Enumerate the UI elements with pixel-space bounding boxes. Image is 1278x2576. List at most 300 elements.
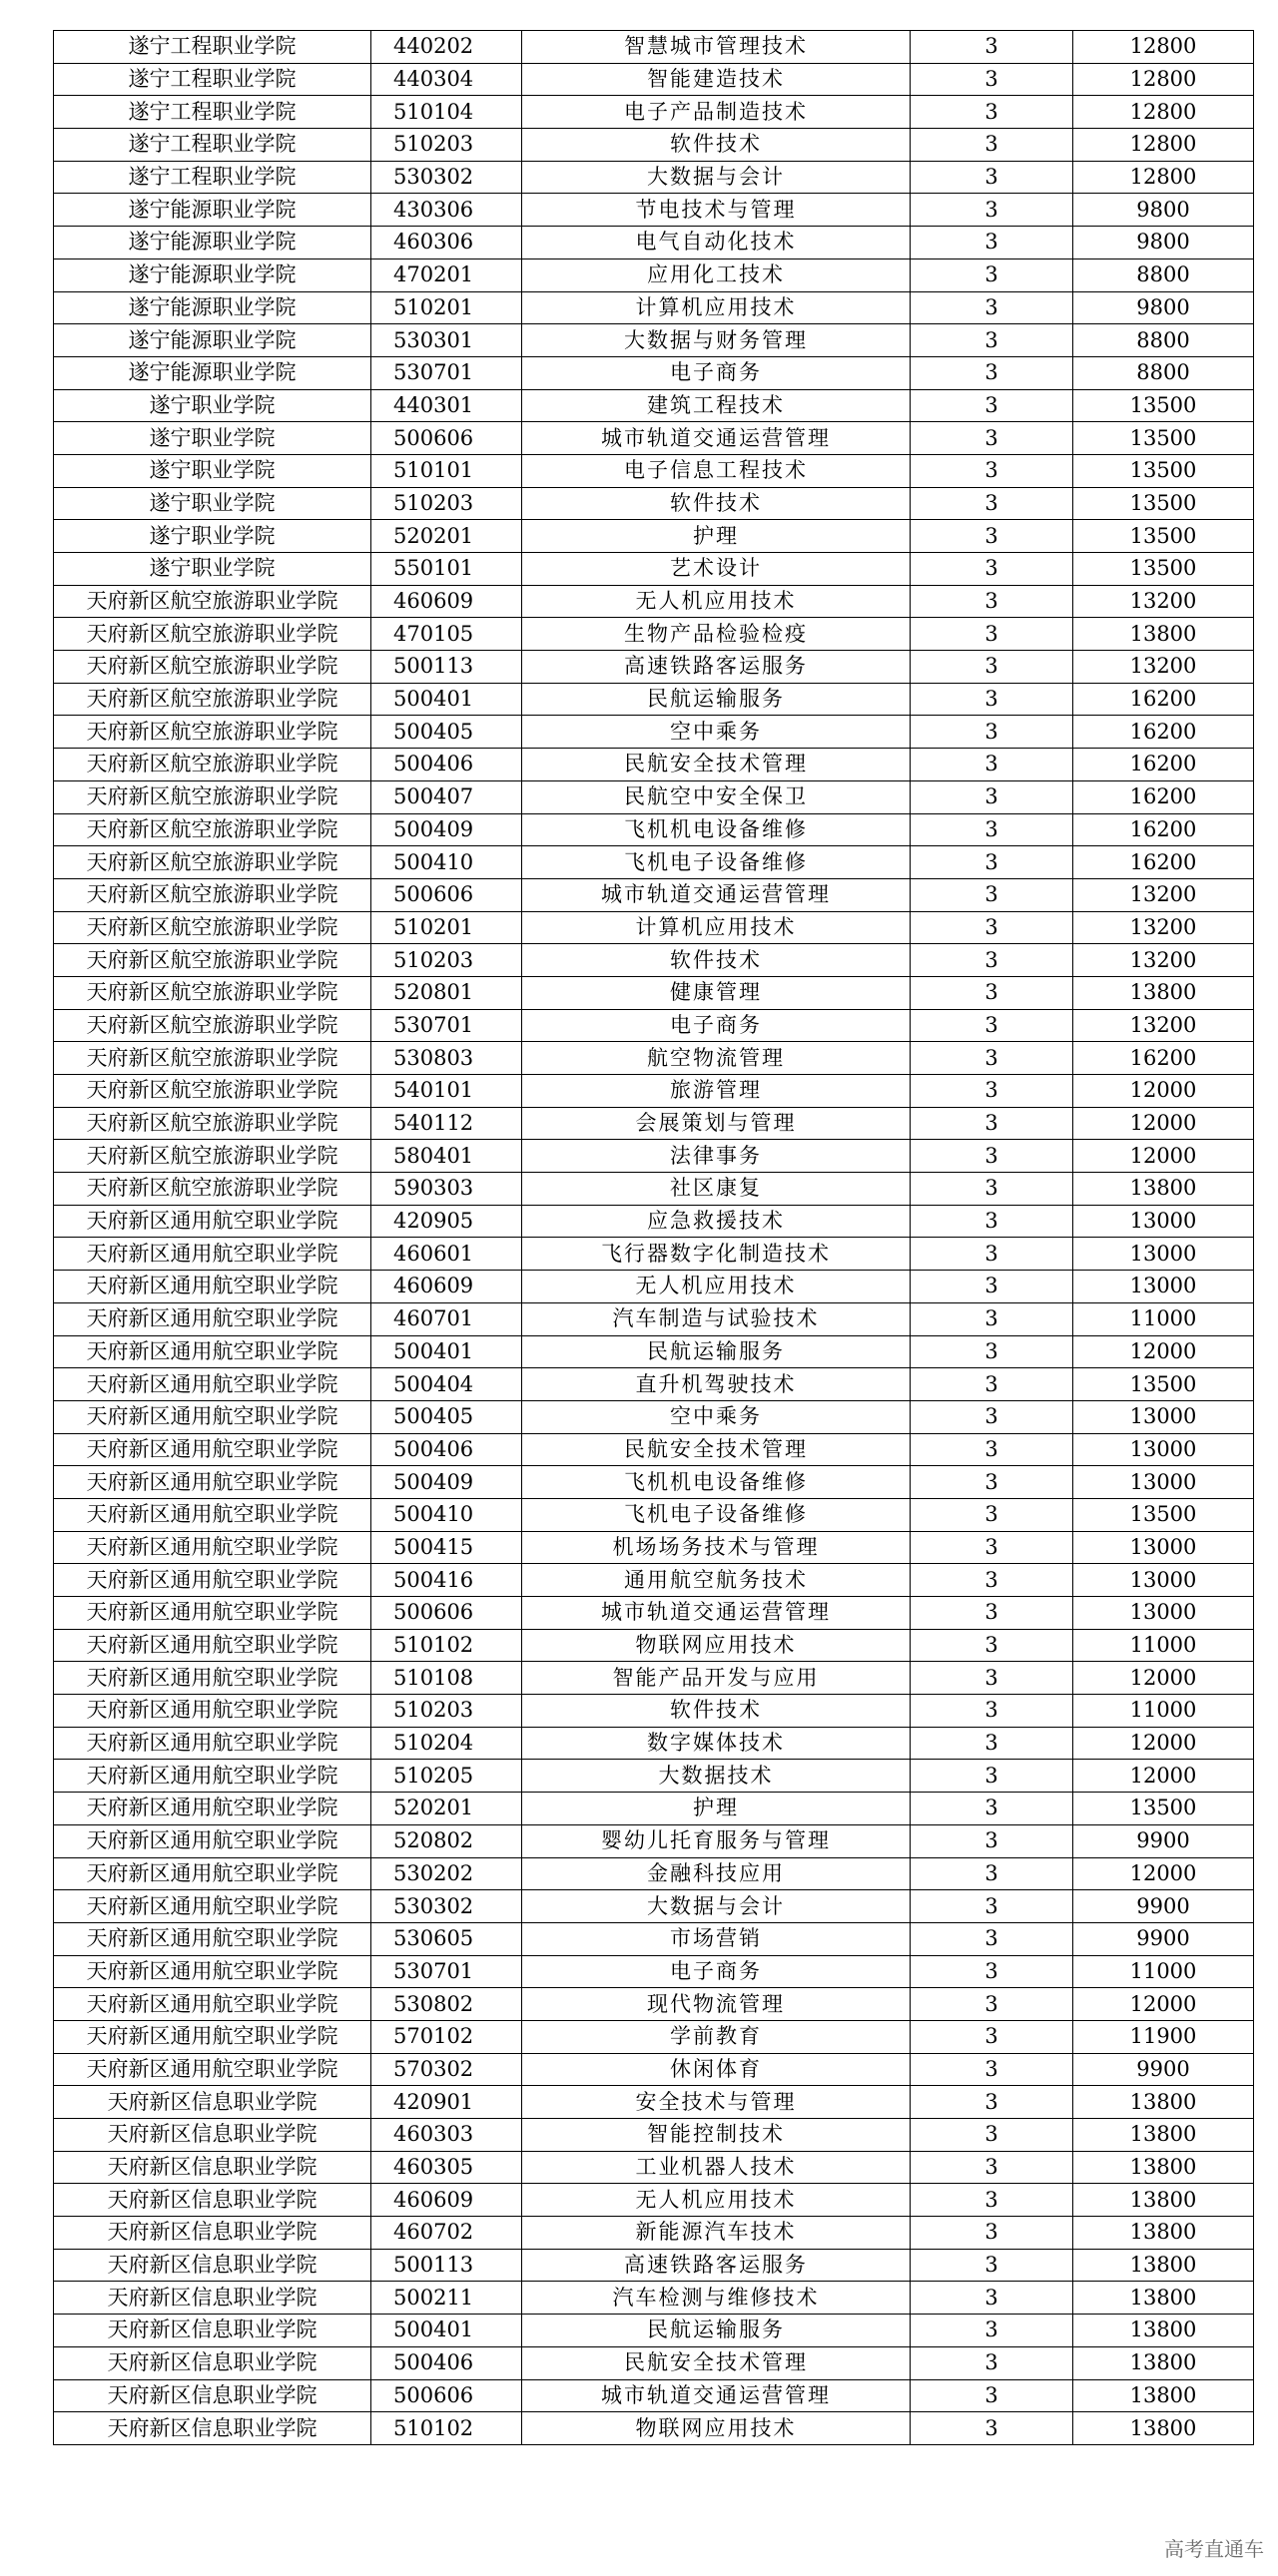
- major-name-cell: 学前教育: [522, 2020, 911, 2053]
- major-name-cell: 护理: [522, 1793, 911, 1825]
- school-name-cell: 天府新区信息职业学院: [54, 2086, 371, 2119]
- major-code-cell: 530803: [371, 1042, 522, 1075]
- tuition-fee-cell: 16200: [1073, 683, 1254, 716]
- major-code-cell: 500407: [371, 780, 522, 813]
- table-row: [54, 2053, 1254, 2086]
- table-row: [54, 1140, 1254, 1173]
- study-years-cell: 3: [911, 1629, 1073, 1662]
- tuition-fee-cell: 12000: [1073, 1662, 1254, 1695]
- tuition-fee-cell: 13000: [1073, 1433, 1254, 1466]
- major-name-cell: 城市轨道交通运营管理: [522, 2379, 911, 2412]
- major-code-cell: 510201: [371, 911, 522, 944]
- school-name-cell: 天府新区航空旅游职业学院: [54, 1075, 371, 1108]
- school-name-cell: 天府新区航空旅游职业学院: [54, 618, 371, 651]
- major-code-cell: 530701: [371, 1009, 522, 1042]
- study-years-cell: 3: [911, 1400, 1073, 1433]
- table-row: [54, 846, 1254, 879]
- school-name-cell: 天府新区航空旅游职业学院: [54, 683, 371, 716]
- major-code-cell: 510102: [371, 2412, 522, 2445]
- study-years-cell: 3: [911, 1988, 1073, 2021]
- major-name-cell: 汽车检测与维修技术: [522, 2282, 911, 2315]
- study-years-cell: 3: [911, 1531, 1073, 1564]
- major-name-cell: 飞机电子设备维修: [522, 846, 911, 879]
- tuition-fee-cell: 13500: [1073, 553, 1254, 586]
- tuition-fee-cell: 16200: [1073, 846, 1254, 879]
- major-code-cell: 500606: [371, 2379, 522, 2412]
- study-years-cell: 3: [911, 194, 1073, 227]
- major-name-cell: 电子产品制造技术: [522, 96, 911, 129]
- major-code-cell: 590303: [371, 1173, 522, 1206]
- major-name-cell: 数字媒体技术: [522, 1727, 911, 1760]
- table-row: [54, 976, 1254, 1009]
- school-name-cell: 天府新区通用航空职业学院: [54, 2053, 371, 2086]
- major-name-cell: 现代物流管理: [522, 1988, 911, 2021]
- school-name-cell: 天府新区信息职业学院: [54, 2151, 371, 2184]
- fee-table: [53, 30, 1254, 2445]
- school-name-cell: 天府新区航空旅游职业学院: [54, 1042, 371, 1075]
- study-years-cell: 3: [911, 878, 1073, 911]
- major-name-cell: 软件技术: [522, 944, 911, 977]
- table-row: [54, 1629, 1254, 1662]
- school-name-cell: 天府新区航空旅游职业学院: [54, 911, 371, 944]
- major-code-cell: 530202: [371, 1857, 522, 1890]
- school-name-cell: 遂宁职业学院: [54, 389, 371, 422]
- table-row: [54, 1824, 1254, 1857]
- table-row: [54, 1335, 1254, 1368]
- school-name-cell: 天府新区航空旅游职业学院: [54, 878, 371, 911]
- study-years-cell: 3: [911, 227, 1073, 259]
- major-code-cell: 540112: [371, 1107, 522, 1140]
- major-name-cell: 婴幼儿托育服务与管理: [522, 1824, 911, 1857]
- major-name-cell: 软件技术: [522, 129, 911, 162]
- major-code-cell: 500606: [371, 1597, 522, 1630]
- school-name-cell: 天府新区航空旅游职业学院: [54, 976, 371, 1009]
- major-code-cell: 500401: [371, 683, 522, 716]
- table-row: [54, 324, 1254, 357]
- tuition-fee-cell: 11000: [1073, 1302, 1254, 1335]
- school-name-cell: 天府新区航空旅游职业学院: [54, 846, 371, 879]
- major-code-cell: 510102: [371, 1629, 522, 1662]
- tuition-fee-cell: 13200: [1073, 1009, 1254, 1042]
- school-name-cell: 天府新区航空旅游职业学院: [54, 585, 371, 618]
- major-name-cell: 飞机机电设备维修: [522, 813, 911, 846]
- school-name-cell: 遂宁职业学院: [54, 487, 371, 520]
- school-name-cell: 天府新区通用航空职业学院: [54, 1597, 371, 1630]
- major-code-cell: 500409: [371, 1466, 522, 1499]
- major-code-cell: 500113: [371, 2249, 522, 2282]
- school-name-cell: 遂宁能源职业学院: [54, 324, 371, 357]
- school-name-cell: 天府新区通用航空职业学院: [54, 1335, 371, 1368]
- major-code-cell: 500401: [371, 2315, 522, 2347]
- tuition-fee-cell: 13500: [1073, 454, 1254, 487]
- tuition-fee-cell: 12000: [1073, 1760, 1254, 1793]
- major-name-cell: 电子信息工程技术: [522, 454, 911, 487]
- school-name-cell: 天府新区信息职业学院: [54, 2119, 371, 2152]
- study-years-cell: 3: [911, 1271, 1073, 1303]
- school-name-cell: 天府新区通用航空职业学院: [54, 1302, 371, 1335]
- tuition-fee-cell: 13000: [1073, 1564, 1254, 1597]
- tuition-fee-cell: 13000: [1073, 1466, 1254, 1499]
- major-code-cell: 540101: [371, 1075, 522, 1108]
- study-years-cell: 3: [911, 31, 1073, 64]
- school-name-cell: 天府新区通用航空职业学院: [54, 1727, 371, 1760]
- table-row: [54, 813, 1254, 846]
- school-name-cell: 天府新区通用航空职业学院: [54, 1271, 371, 1303]
- study-years-cell: 3: [911, 96, 1073, 129]
- school-name-cell: 天府新区通用航空职业学院: [54, 1629, 371, 1662]
- study-years-cell: 3: [911, 2053, 1073, 2086]
- major-name-cell: 无人机应用技术: [522, 2184, 911, 2217]
- table-row: [54, 1564, 1254, 1597]
- table-row: [54, 31, 1254, 64]
- major-code-cell: 470201: [371, 258, 522, 291]
- table-row: [54, 1498, 1254, 1531]
- major-code-cell: 510203: [371, 944, 522, 977]
- table-row: [54, 1433, 1254, 1466]
- major-code-cell: 500409: [371, 813, 522, 846]
- tuition-fee-cell: 12000: [1073, 1140, 1254, 1173]
- major-code-cell: 510203: [371, 129, 522, 162]
- table-row: [54, 1597, 1254, 1630]
- table-row: [54, 2151, 1254, 2184]
- major-name-cell: 智能建造技术: [522, 63, 911, 96]
- major-name-cell: 城市轨道交通运营管理: [522, 878, 911, 911]
- school-name-cell: 天府新区航空旅游职业学院: [54, 1173, 371, 1206]
- major-name-cell: 大数据与会计: [522, 161, 911, 194]
- table-row: [54, 422, 1254, 455]
- study-years-cell: 3: [911, 2346, 1073, 2379]
- school-name-cell: 天府新区通用航空职业学院: [54, 1368, 371, 1401]
- study-years-cell: 3: [911, 1597, 1073, 1630]
- school-name-cell: 遂宁工程职业学院: [54, 129, 371, 162]
- tuition-fee-cell: 13000: [1073, 1597, 1254, 1630]
- study-years-cell: 3: [911, 1042, 1073, 1075]
- major-name-cell: 大数据与财务管理: [522, 324, 911, 357]
- table-row: [54, 1009, 1254, 1042]
- table-row: [54, 749, 1254, 781]
- major-name-cell: 健康管理: [522, 976, 911, 1009]
- tuition-fee-cell: 13200: [1073, 651, 1254, 684]
- study-years-cell: 3: [911, 2119, 1073, 2152]
- table-row: [54, 291, 1254, 324]
- major-code-cell: 500606: [371, 878, 522, 911]
- major-code-cell: 460601: [371, 1238, 522, 1271]
- major-code-cell: 500606: [371, 422, 522, 455]
- fee-table-body: [54, 31, 1254, 2445]
- tuition-fee-cell: 13800: [1073, 2412, 1254, 2445]
- tuition-fee-cell: 13200: [1073, 585, 1254, 618]
- tuition-fee-cell: 13800: [1073, 2379, 1254, 2412]
- table-row: [54, 2086, 1254, 2119]
- study-years-cell: 3: [911, 63, 1073, 96]
- major-name-cell: 法律事务: [522, 1140, 911, 1173]
- table-row: [54, 129, 1254, 162]
- major-name-cell: 飞机电子设备维修: [522, 1498, 911, 1531]
- table-row: [54, 161, 1254, 194]
- school-name-cell: 天府新区信息职业学院: [54, 2379, 371, 2412]
- major-code-cell: 530302: [371, 161, 522, 194]
- major-name-cell: 空中乘务: [522, 716, 911, 749]
- major-name-cell: 汽车制造与试验技术: [522, 1302, 911, 1335]
- tuition-fee-cell: 13200: [1073, 944, 1254, 977]
- major-name-cell: 无人机应用技术: [522, 585, 911, 618]
- major-name-cell: 休闲体育: [522, 2053, 911, 2086]
- school-name-cell: 天府新区航空旅游职业学院: [54, 749, 371, 781]
- table-row: [54, 63, 1254, 96]
- major-code-cell: 530302: [371, 1890, 522, 1923]
- major-name-cell: 民航安全技术管理: [522, 749, 911, 781]
- school-name-cell: 天府新区通用航空职业学院: [54, 1793, 371, 1825]
- table-row: [54, 1302, 1254, 1335]
- tuition-fee-cell: 8800: [1073, 258, 1254, 291]
- major-code-cell: 570302: [371, 2053, 522, 2086]
- school-name-cell: 遂宁能源职业学院: [54, 291, 371, 324]
- tuition-fee-cell: 16200: [1073, 780, 1254, 813]
- tuition-fee-cell: 16200: [1073, 749, 1254, 781]
- school-name-cell: 天府新区航空旅游职业学院: [54, 1009, 371, 1042]
- tuition-fee-cell: 9900: [1073, 1824, 1254, 1857]
- study-years-cell: 3: [911, 585, 1073, 618]
- school-name-cell: 遂宁能源职业学院: [54, 194, 371, 227]
- major-name-cell: 新能源汽车技术: [522, 2217, 911, 2250]
- major-name-cell: 大数据与会计: [522, 1890, 911, 1923]
- tuition-fee-cell: 13800: [1073, 2315, 1254, 2347]
- tuition-fee-cell: 13800: [1073, 618, 1254, 651]
- school-name-cell: 天府新区通用航空职业学院: [54, 1433, 371, 1466]
- major-name-cell: 无人机应用技术: [522, 1271, 911, 1303]
- study-years-cell: 3: [911, 1140, 1073, 1173]
- major-name-cell: 民航安全技术管理: [522, 2346, 911, 2379]
- school-name-cell: 天府新区信息职业学院: [54, 2315, 371, 2347]
- school-name-cell: 天府新区航空旅游职业学院: [54, 716, 371, 749]
- school-name-cell: 天府新区通用航空职业学院: [54, 1857, 371, 1890]
- major-code-cell: 500410: [371, 846, 522, 879]
- school-name-cell: 天府新区通用航空职业学院: [54, 1988, 371, 2021]
- major-name-cell: 智慧城市管理技术: [522, 31, 911, 64]
- major-code-cell: 510205: [371, 1760, 522, 1793]
- major-name-cell: 应急救援技术: [522, 1205, 911, 1238]
- major-name-cell: 艺术设计: [522, 553, 911, 586]
- school-name-cell: 天府新区通用航空职业学院: [54, 1760, 371, 1793]
- major-code-cell: 500405: [371, 716, 522, 749]
- table-row: [54, 1760, 1254, 1793]
- major-name-cell: 会展策划与管理: [522, 1107, 911, 1140]
- major-name-cell: 高速铁路客运服务: [522, 651, 911, 684]
- school-name-cell: 遂宁工程职业学院: [54, 161, 371, 194]
- tuition-fee-cell: 13800: [1073, 2184, 1254, 2217]
- school-name-cell: 天府新区通用航空职业学院: [54, 1498, 371, 1531]
- study-years-cell: 3: [911, 1760, 1073, 1793]
- table-row: [54, 585, 1254, 618]
- school-name-cell: 遂宁能源职业学院: [54, 356, 371, 389]
- major-code-cell: 500211: [371, 2282, 522, 2315]
- study-years-cell: 3: [911, 1662, 1073, 1695]
- school-name-cell: 天府新区信息职业学院: [54, 2282, 371, 2315]
- tuition-fee-cell: 13800: [1073, 2151, 1254, 2184]
- school-name-cell: 天府新区航空旅游职业学院: [54, 651, 371, 684]
- major-code-cell: 530301: [371, 324, 522, 357]
- table-row: [54, 2412, 1254, 2445]
- school-name-cell: 天府新区通用航空职业学院: [54, 1205, 371, 1238]
- study-years-cell: 3: [911, 2315, 1073, 2347]
- table-row: [54, 878, 1254, 911]
- table-row: [54, 1368, 1254, 1401]
- study-years-cell: 3: [911, 1955, 1073, 1988]
- major-name-cell: 计算机应用技术: [522, 291, 911, 324]
- study-years-cell: 3: [911, 324, 1073, 357]
- school-name-cell: 天府新区通用航空职业学院: [54, 1922, 371, 1955]
- tuition-fee-cell: 16200: [1073, 1042, 1254, 1075]
- study-years-cell: 3: [911, 2086, 1073, 2119]
- study-years-cell: 3: [911, 976, 1073, 1009]
- major-code-cell: 460305: [371, 2151, 522, 2184]
- school-name-cell: 天府新区通用航空职业学院: [54, 1890, 371, 1923]
- major-name-cell: 智能产品开发与应用: [522, 1662, 911, 1695]
- study-years-cell: 3: [911, 2379, 1073, 2412]
- school-name-cell: 天府新区信息职业学院: [54, 2346, 371, 2379]
- major-code-cell: 460609: [371, 585, 522, 618]
- major-code-cell: 460303: [371, 2119, 522, 2152]
- major-code-cell: 500406: [371, 1433, 522, 1466]
- major-name-cell: 节电技术与管理: [522, 194, 911, 227]
- study-years-cell: 3: [911, 780, 1073, 813]
- tuition-fee-cell: 13500: [1073, 487, 1254, 520]
- table-row: [54, 2282, 1254, 2315]
- study-years-cell: 3: [911, 258, 1073, 291]
- school-name-cell: 天府新区通用航空职业学院: [54, 1955, 371, 1988]
- tuition-fee-cell: 9800: [1073, 291, 1254, 324]
- table-row: [54, 1173, 1254, 1206]
- major-code-cell: 520201: [371, 1793, 522, 1825]
- major-code-cell: 520201: [371, 520, 522, 553]
- study-years-cell: 3: [911, 716, 1073, 749]
- table-row: [54, 1531, 1254, 1564]
- tuition-fee-cell: 12000: [1073, 1075, 1254, 1108]
- table-row: [54, 2217, 1254, 2250]
- study-years-cell: 3: [911, 2282, 1073, 2315]
- tuition-fee-cell: 12000: [1073, 1727, 1254, 1760]
- tuition-fee-cell: 12800: [1073, 129, 1254, 162]
- major-code-cell: 510101: [371, 454, 522, 487]
- table-row: [54, 651, 1254, 684]
- study-years-cell: 3: [911, 1107, 1073, 1140]
- study-years-cell: 3: [911, 454, 1073, 487]
- major-code-cell: 500415: [371, 1531, 522, 1564]
- fee-table-page: [53, 30, 1226, 2445]
- table-row: [54, 487, 1254, 520]
- major-name-cell: 社区康复: [522, 1173, 911, 1206]
- tuition-fee-cell: 9900: [1073, 1922, 1254, 1955]
- table-row: [54, 1271, 1254, 1303]
- school-name-cell: 天府新区通用航空职业学院: [54, 1695, 371, 1728]
- study-years-cell: 3: [911, 1727, 1073, 1760]
- major-name-cell: 飞机机电设备维修: [522, 1466, 911, 1499]
- school-name-cell: 天府新区通用航空职业学院: [54, 1662, 371, 1695]
- major-code-cell: 510108: [371, 1662, 522, 1695]
- study-years-cell: 3: [911, 129, 1073, 162]
- table-row: [54, 2020, 1254, 2053]
- table-row: [54, 618, 1254, 651]
- school-name-cell: 遂宁工程职业学院: [54, 63, 371, 96]
- major-name-cell: 护理: [522, 520, 911, 553]
- major-name-cell: 软件技术: [522, 1695, 911, 1728]
- table-row: [54, 96, 1254, 129]
- major-code-cell: 530605: [371, 1922, 522, 1955]
- major-code-cell: 440202: [371, 31, 522, 64]
- tuition-fee-cell: 11000: [1073, 1695, 1254, 1728]
- major-code-cell: 500405: [371, 1400, 522, 1433]
- tuition-fee-cell: 13500: [1073, 1498, 1254, 1531]
- school-name-cell: 遂宁能源职业学院: [54, 258, 371, 291]
- tuition-fee-cell: 12800: [1073, 96, 1254, 129]
- major-code-cell: 500404: [371, 1368, 522, 1401]
- tuition-fee-cell: 13800: [1073, 2249, 1254, 2282]
- major-name-cell: 民航空中安全保卫: [522, 780, 911, 813]
- major-code-cell: 500416: [371, 1564, 522, 1597]
- table-row: [54, 683, 1254, 716]
- school-name-cell: 天府新区航空旅游职业学院: [54, 944, 371, 977]
- tuition-fee-cell: 9900: [1073, 1890, 1254, 1923]
- study-years-cell: 3: [911, 1793, 1073, 1825]
- table-row: [54, 2315, 1254, 2347]
- study-years-cell: 3: [911, 2249, 1073, 2282]
- tuition-fee-cell: 13800: [1073, 2119, 1254, 2152]
- study-years-cell: 3: [911, 1857, 1073, 1890]
- major-code-cell: 510203: [371, 487, 522, 520]
- study-years-cell: 3: [911, 1433, 1073, 1466]
- major-name-cell: 应用化工技术: [522, 258, 911, 291]
- table-row: [54, 194, 1254, 227]
- major-code-cell: 460702: [371, 2217, 522, 2250]
- school-name-cell: 遂宁工程职业学院: [54, 31, 371, 64]
- table-row: [54, 716, 1254, 749]
- table-row: [54, 1922, 1254, 1955]
- tuition-fee-cell: 12000: [1073, 1107, 1254, 1140]
- major-name-cell: 电子商务: [522, 356, 911, 389]
- school-name-cell: 遂宁能源职业学院: [54, 227, 371, 259]
- study-years-cell: 3: [911, 1335, 1073, 1368]
- tuition-fee-cell: 16200: [1073, 813, 1254, 846]
- major-name-cell: 机场场务技术与管理: [522, 1531, 911, 1564]
- study-years-cell: 3: [911, 161, 1073, 194]
- major-code-cell: 510104: [371, 96, 522, 129]
- table-row: [54, 2119, 1254, 2152]
- study-years-cell: 3: [911, 1009, 1073, 1042]
- table-row: [54, 1890, 1254, 1923]
- major-name-cell: 建筑工程技术: [522, 389, 911, 422]
- major-name-cell: 高速铁路客运服务: [522, 2249, 911, 2282]
- tuition-fee-cell: 13200: [1073, 878, 1254, 911]
- school-name-cell: 天府新区通用航空职业学院: [54, 1466, 371, 1499]
- tuition-fee-cell: 12000: [1073, 1988, 1254, 2021]
- study-years-cell: 3: [911, 1302, 1073, 1335]
- tuition-fee-cell: 8800: [1073, 324, 1254, 357]
- school-name-cell: 天府新区航空旅游职业学院: [54, 1107, 371, 1140]
- school-name-cell: 遂宁职业学院: [54, 454, 371, 487]
- study-years-cell: 3: [911, 2412, 1073, 2445]
- tuition-fee-cell: 13800: [1073, 2217, 1254, 2250]
- major-code-cell: 530701: [371, 1955, 522, 1988]
- table-row: [54, 2184, 1254, 2217]
- tuition-fee-cell: 11900: [1073, 2020, 1254, 2053]
- school-name-cell: 遂宁职业学院: [54, 520, 371, 553]
- study-years-cell: 3: [911, 389, 1073, 422]
- major-name-cell: 计算机应用技术: [522, 911, 911, 944]
- table-row: [54, 1400, 1254, 1433]
- major-name-cell: 民航安全技术管理: [522, 1433, 911, 1466]
- tuition-fee-cell: 12000: [1073, 1857, 1254, 1890]
- tuition-fee-cell: 13800: [1073, 2086, 1254, 2119]
